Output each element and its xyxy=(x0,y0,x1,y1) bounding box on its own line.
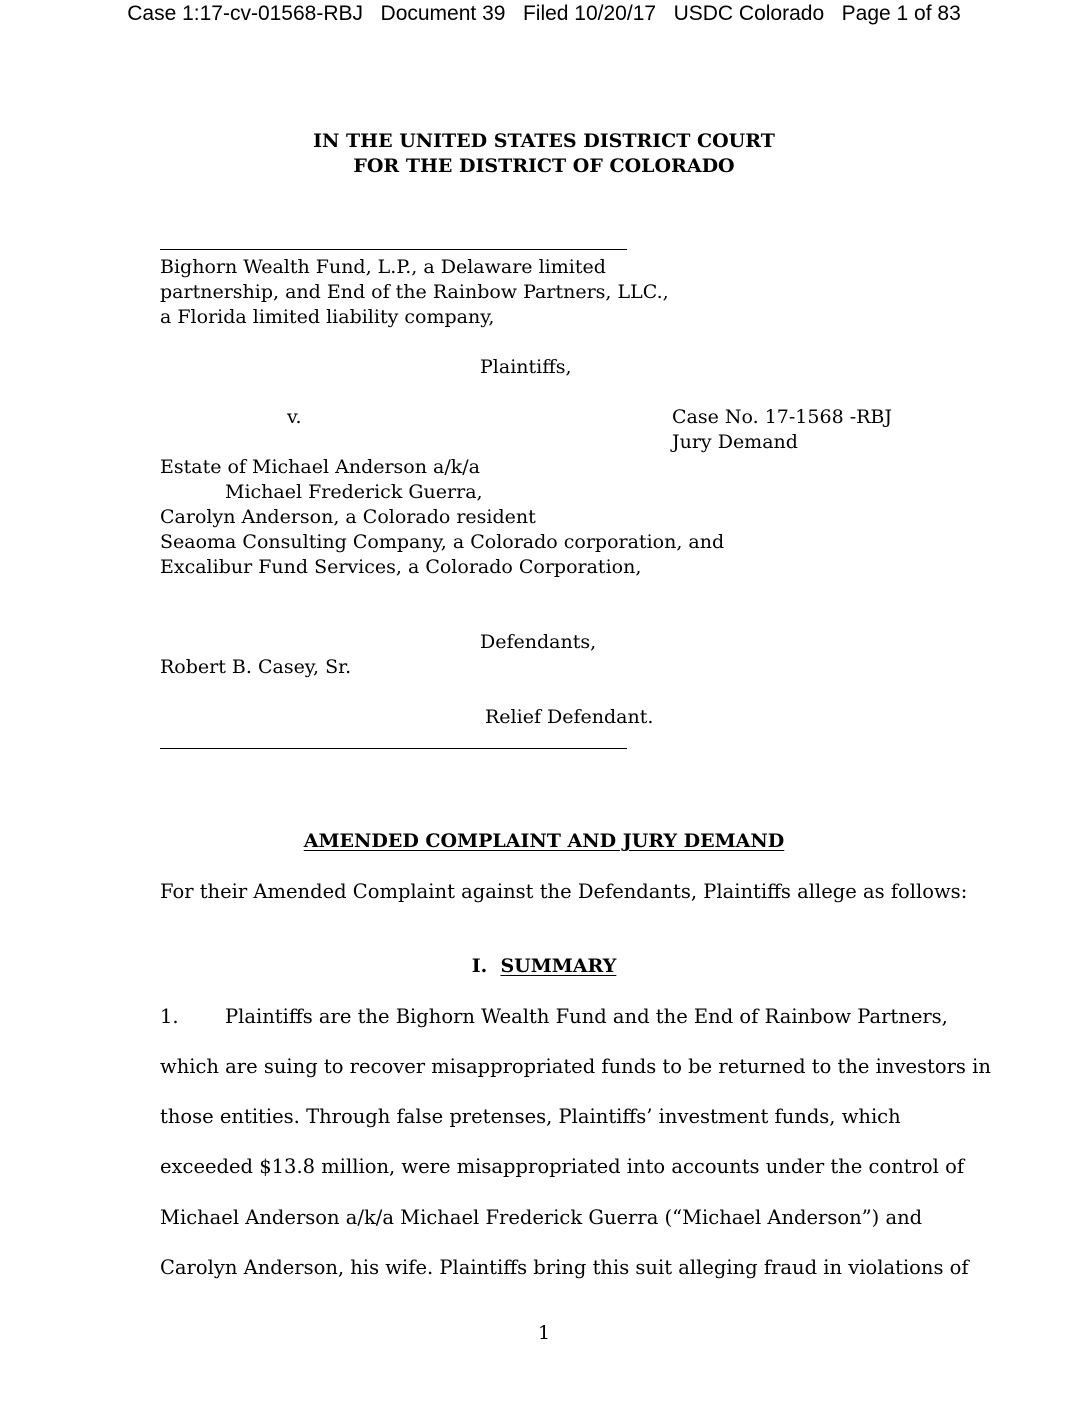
section-number: I. xyxy=(471,955,488,977)
case-number: Case No. 17-1568 -RBJ xyxy=(672,406,893,428)
defendant-line: Estate of Michael Anderson a/k/a xyxy=(160,456,480,478)
plaintiff-line: Bighorn Wealth Fund, L.P., a Delaware limited xyxy=(160,256,606,278)
header-filed: Filed 10/20/17 xyxy=(522,2,657,25)
defendant-line: Seaoma Consulting Company, a Colorado corporation, and xyxy=(160,531,725,553)
header-page: Page 1 of 83 xyxy=(841,2,961,25)
section-heading xyxy=(0,954,1088,979)
filing-header xyxy=(0,2,1088,26)
paragraph-line: exceeded $13.8 million, were misappropriated into accounts under the control of xyxy=(160,1155,965,1178)
intro-sentence: For their Amended Complaint against the Defendants, Plaintiffs allege as follows: xyxy=(160,880,968,903)
paragraph-number: 1. xyxy=(160,1005,179,1028)
relief-defendant-label: Relief Defendant. xyxy=(485,706,654,728)
paragraph-line: Michael Anderson a/k/a Michael Frederick Guerra (“Michael Anderson”) and xyxy=(160,1206,923,1229)
defendants-label: Defendants, xyxy=(480,631,597,653)
relief-defendant-name: Robert B. Casey, Sr. xyxy=(160,656,352,678)
plaintiff-line: a Florida limited liability company, xyxy=(160,306,495,328)
court-name-line2: FOR THE DISTRICT OF COLORADO xyxy=(353,155,735,177)
caption-bottom-rule xyxy=(160,748,627,749)
document-title-wrap xyxy=(0,829,1088,854)
caption-top-rule xyxy=(160,249,627,250)
plaintiffs-label: Plaintiffs, xyxy=(480,356,572,378)
paragraph-line: those entities. Through false pretenses, Plaintiffs’ investment funds, which xyxy=(160,1105,901,1128)
paragraph-line: Plaintiffs are the Bighorn Wealth Fund and the End of Rainbow Partners, xyxy=(225,1005,948,1028)
header-document: Document 39 xyxy=(380,2,506,25)
plaintiff-line: partnership, and End of the Rainbow Partners, LLC., xyxy=(160,281,669,303)
jury-demand: Jury Demand xyxy=(672,431,798,453)
defendant-line: Excalibur Fund Services, a Colorado Corporation, xyxy=(160,556,642,578)
document-title: AMENDED COMPLAINT AND JURY DEMAND xyxy=(303,830,785,852)
defendant-line: Carolyn Anderson, a Colorado resident xyxy=(160,506,536,528)
section-title: SUMMARY xyxy=(500,955,617,977)
versus: v. xyxy=(287,406,302,428)
paragraph-line: which are suing to recover misappropriated funds to be returned to the investors in xyxy=(160,1055,991,1078)
defendant-line: Michael Frederick Guerra, xyxy=(225,481,483,503)
paragraph-line: Carolyn Anderson, his wife. Plaintiffs bring this suit alleging fraud in violations of xyxy=(160,1256,969,1279)
header-court: USDC Colorado xyxy=(673,2,825,25)
header-case: Case 1:17-cv-01568-RBJ xyxy=(127,2,364,25)
court-name-line1: IN THE UNITED STATES DISTRICT COURT xyxy=(313,130,775,152)
page-number: 1 xyxy=(537,1322,551,1344)
